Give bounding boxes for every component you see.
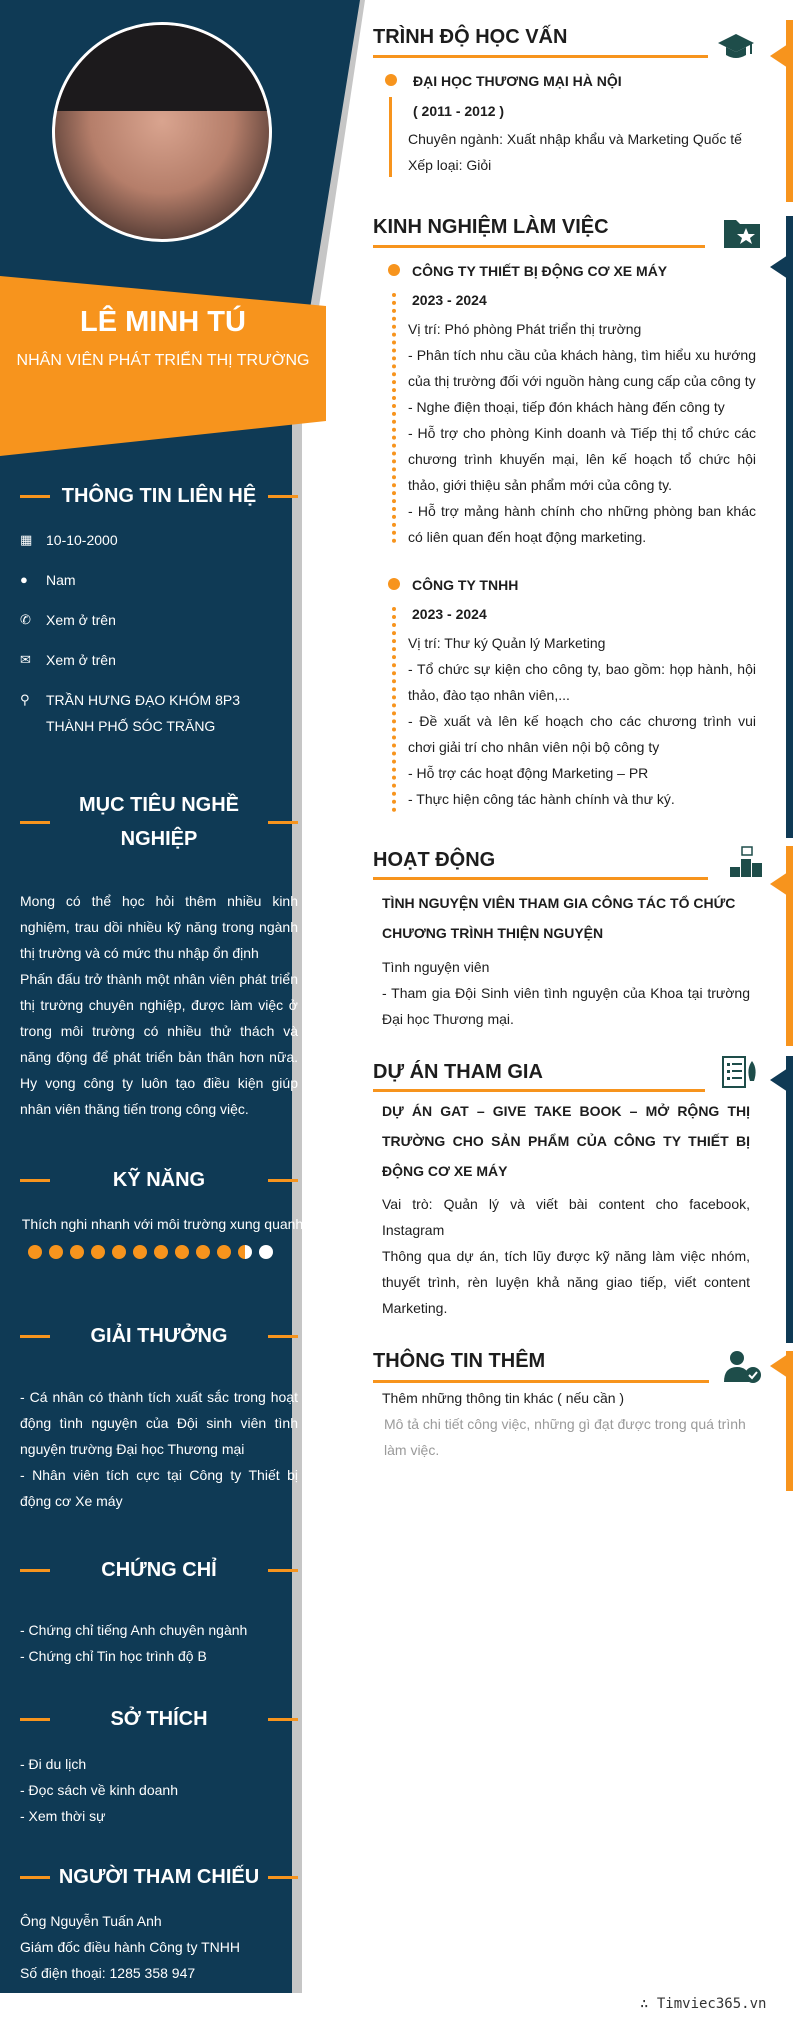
references-block <box>20 1908 298 1986</box>
bullet-dot <box>388 264 400 276</box>
bullet-dot <box>385 74 397 86</box>
objective-heading: MỤC TIÊU NGHỀ NGHIỆP <box>20 788 298 856</box>
section-flag <box>770 255 788 279</box>
skill-label: Thích nghi nhanh với môi trường xung quanh <box>21 1216 304 1232</box>
objective-text: Mong có thể học hỏi thêm nhiều kinh nghiệm, trau dồi nhiều kỹ năng trong ngành thị trường và có mức thu nhập ổn định Phấn đấu trở thành một nhân viên phát triển thị trường chuyên nghiệp, được làm việc ở trong môi trường có nhiều thử thách và năng động để phát triển bản thân hơn nữa. Hy vọng công ty luôn tạo điều kiện giúp nhân viên thăng tiến trong công việc. <box>20 893 298 1117</box>
section-flag <box>770 1068 788 1092</box>
skill-rating-dot <box>238 1245 252 1259</box>
job-details: Vị trí: Phó phòng Phát triển thị trường - Phân tích nhu cầu của khách hàng, tìm hiểu xu hướng của thị trường đối với nguồn hàng cung cấp của công ty - Nghe điện thoại, tiếp đón khách hàng đến công ty - Hỗ trợ cho phòng Kinh doanh và Tiếp thị tổ chức các chương trình khuyến mại, lên kế hoạch tổ chức hội thảo, giới thiệu sản phẩm mới của công ty. - Hỗ trợ mảng hành chính cho những phòng ban khác có liên quan đến hoạt động marketing. <box>408 321 756 545</box>
activities-heading: HOẠT ĐỘNG <box>373 849 496 871</box>
certificate-item: - Chứng chỉ Tin học trình độ B <box>20 1648 207 1664</box>
hobby-item: - Đọc sách về kinh doanh <box>20 1782 178 1798</box>
project-role: Vai trò: Quản lý và viết bài content cho facebook, Instagram <box>382 1196 750 1238</box>
activity-role: Tình nguyện viên <box>382 959 490 975</box>
heading-underline <box>373 1380 709 1383</box>
phone-icon: ✆ <box>20 612 31 627</box>
heading-underline <box>373 1089 705 1092</box>
reference-title: Giám đốc điều hành Công ty TNHH <box>20 1939 240 1955</box>
certificates-list <box>20 1617 298 1669</box>
user-check-icon <box>722 1350 762 1384</box>
phone-row: ✆ Xem ở trên <box>20 607 290 633</box>
podium-award-icon <box>726 845 766 879</box>
reference-name: Ông Nguyễn Tuấn Anh <box>20 1913 162 1929</box>
skill-rating-dot <box>259 1245 273 1259</box>
skill-rating-dot <box>154 1245 168 1259</box>
timeline-dotted-line <box>392 293 396 543</box>
education-grade: Xếp loại: Giỏi <box>408 157 492 173</box>
hobby-item: - Xem thời sự <box>20 1808 106 1824</box>
projects-heading: DỰ ÁN THAM GIA <box>373 1061 543 1083</box>
section-flag <box>770 1354 788 1378</box>
watermark: ∴ Timviec365.vn <box>640 1996 767 2012</box>
project-description: Thông qua dự án, tích lũy được kỹ năng làm việc nhóm, thuyết trình, rèn luyện khả năng giao tiếp, viết content Marketing. <box>382 1248 750 1316</box>
job-details: Vị trí: Thư ký Quản lý Marketing - Tổ chức sự kiện cho công ty, bao gồm: họp hành, hội thảo, đào tạo nhân viên,... - Đề xuất và lên kế hoạch cho các chương trình vui chơi giải trí cho nhân viên nội bộ công ty - Hỗ trợ các hoạt động Marketing – PR - Thực hiện công tác hành chính và thư ký. <box>408 635 756 807</box>
folder-star-icon <box>722 216 762 250</box>
skill-rating-dot <box>28 1245 42 1259</box>
gender-row: ● Nam <box>20 567 290 593</box>
bullet-dot <box>388 578 400 590</box>
skill-rating-dot <box>175 1245 189 1259</box>
hobby-item: - Đi du lịch <box>20 1756 87 1772</box>
project-title: DỰ ÁN GAT – GIVE TAKE BOOK – MỞ RỘNG THỊ TRƯỜNG CHO SẢN PHẨM CỦA CÔNG TY THIẾT BỊ ĐỘNG CƠ XE MÁY <box>382 1103 750 1179</box>
skill-rating <box>28 1245 273 1259</box>
skills-heading: KỸ NĂNG <box>20 1163 298 1197</box>
skill-rating-dot <box>91 1245 105 1259</box>
candidate-role: NHÂN VIÊN PHÁT TRIỂN THỊ TRƯỜNG <box>16 352 310 369</box>
skill-rating-dot <box>112 1245 126 1259</box>
skill-rating-dot <box>196 1245 210 1259</box>
hobbies-list <box>20 1751 298 1829</box>
avatar <box>52 22 272 242</box>
awards-heading: GIẢI THƯỞNG <box>20 1319 298 1353</box>
skill-rating-dot <box>70 1245 84 1259</box>
extra-description: Mô tả chi tiết công việc, những gì đạt được trong quá trình làm việc. <box>384 1416 746 1458</box>
job-company: CÔNG TY TNHH <box>412 577 519 593</box>
calendar-icon: ▦ <box>20 532 33 547</box>
section-side-bar <box>786 1056 793 1343</box>
heading-underline <box>373 245 705 248</box>
person-icon: ● <box>20 572 28 587</box>
activity-description: - Tham gia Đội Sinh viên tình nguyện của Khoa tại trường Đại học Thương mại. <box>382 985 750 1027</box>
experience-heading: KINH NGHIỆM LÀM VIỆC <box>373 216 609 238</box>
education-period: ( 2011 - 2012 ) <box>413 103 505 119</box>
certificates-heading: CHỨNG CHỈ <box>20 1553 298 1587</box>
award-item: - Nhân viên tích cực tại Công ty Thiết bị động cơ Xe máy <box>20 1467 298 1509</box>
certificate-item: - Chứng chỉ tiếng Anh chuyên ngành <box>20 1622 248 1638</box>
skill-rating-dot <box>133 1245 147 1259</box>
extra-heading: THÔNG TIN THÊM <box>373 1350 546 1372</box>
section-flag <box>770 44 788 68</box>
section-side-bar <box>786 216 793 838</box>
job-period: 2023 - 2024 <box>412 292 487 308</box>
extra-title: Thêm những thông tin khác ( nếu cần ) <box>382 1390 625 1406</box>
heading-underline <box>373 877 708 880</box>
email-row: ✉ Xem ở trên <box>20 647 290 673</box>
timeline-line <box>389 97 392 177</box>
job-period: 2023 - 2024 <box>412 606 487 622</box>
contact-heading: THÔNG TIN LIÊN HỆ <box>20 479 298 513</box>
birthday-row: ▦ 10-10-2000 <box>20 527 290 553</box>
school-name: ĐẠI HỌC THƯƠNG MẠI HÀ NỘI <box>413 73 622 89</box>
heading-underline <box>373 55 708 58</box>
graduation-cap-icon <box>716 30 756 64</box>
checklist-rocket-icon <box>720 1055 760 1089</box>
education-major: Chuyên ngành: Xuất nhập khẩu và Marketing Quốc tế <box>408 131 742 147</box>
hobbies-heading: SỞ THÍCH <box>20 1702 298 1736</box>
activity-title: TÌNH NGUYỆN VIÊN THAM GIA CÔNG TÁC TỔ CHỨC CHƯƠNG TRÌNH THIỆN NGUYỆN <box>382 895 736 941</box>
address-row: ⚲ TRẦN HƯNG ĐẠO KHÓM 8P3 THÀNH PHỐ SÓC TRĂNG <box>20 687 290 739</box>
skill-rating-dot <box>217 1245 231 1259</box>
section-flag <box>770 872 788 896</box>
award-item: - Cá nhân có thành tích xuất sắc trong hoạt động tình nguyện của Đội sinh viên tình nguyện trường Đại học Thương mại <box>20 1389 298 1457</box>
skill-rating-dot <box>49 1245 63 1259</box>
email-icon: ✉ <box>20 652 31 667</box>
references-heading: NGƯỜI THAM CHIẾU <box>20 1860 298 1894</box>
education-heading: TRÌNH ĐỘ HỌC VẤN <box>373 26 568 48</box>
job-company: CÔNG TY THIẾT BỊ ĐỘNG CƠ XE MÁY <box>412 263 668 279</box>
map-pin-icon: ⚲ <box>20 692 30 707</box>
reference-phone: Số điện thoại: 1285 358 947 <box>20 1965 196 1981</box>
candidate-name: LÊ MINH TÚ <box>80 306 246 338</box>
awards-list <box>20 1384 298 1514</box>
timeline-dotted-line <box>392 607 396 812</box>
